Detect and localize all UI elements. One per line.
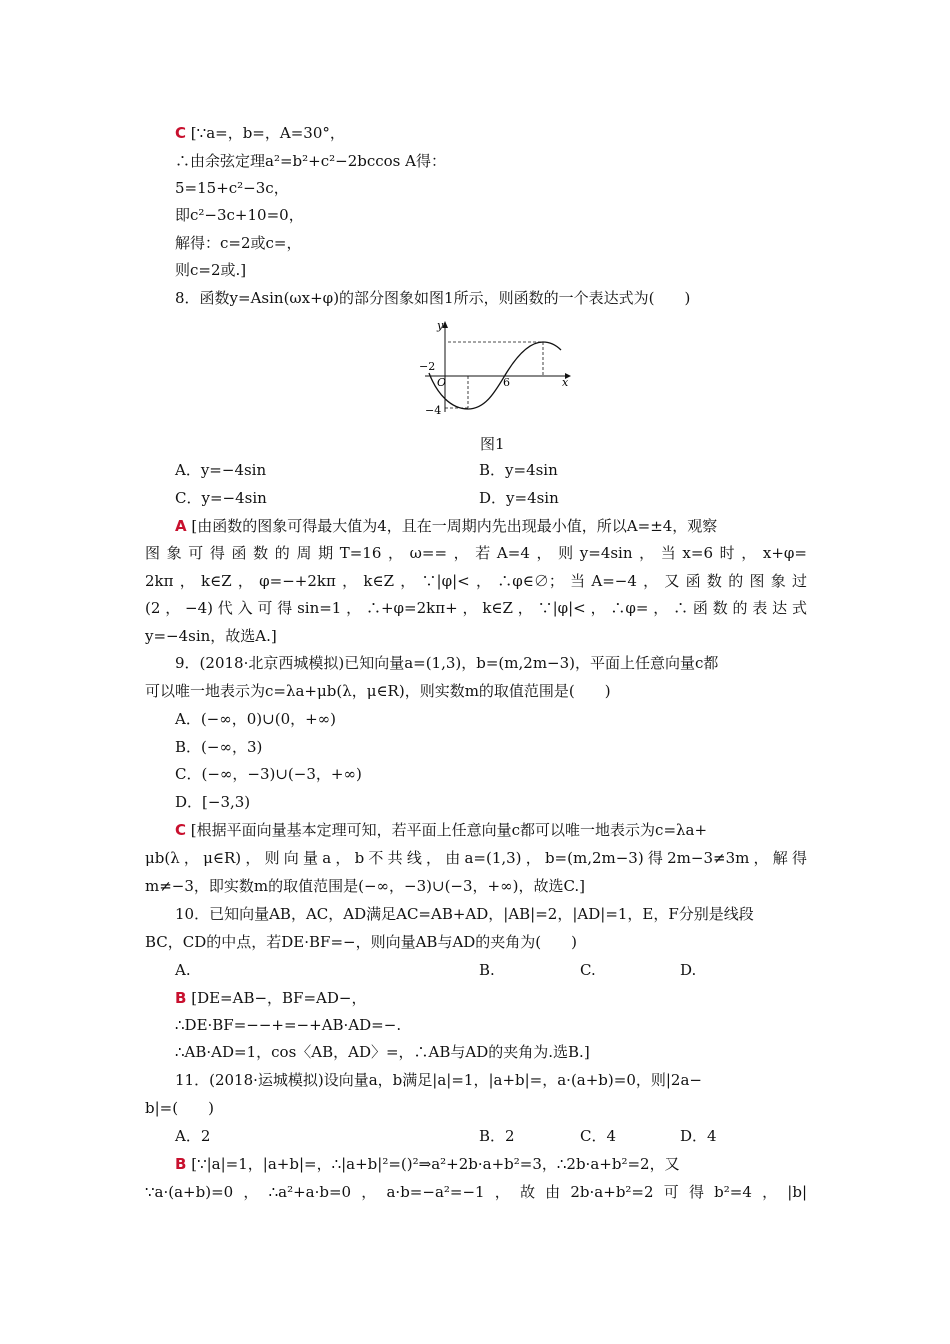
six-label: 6	[503, 376, 510, 389]
q10-option-c: C.	[580, 961, 596, 979]
q8-figure-graph	[415, 316, 575, 416]
q10-explanation-line-2: ∴DE·BF=−−+=−+AB·AD=−.	[175, 1016, 402, 1034]
y-axis-label: y	[437, 319, 444, 332]
q7-answer-line-2: ∴由余弦定理a²=b²+c²−2bccos A得：	[175, 152, 446, 170]
q11-stem-line-1: 11．(2018·运城模拟)设向量a，b满足|a|=1，|a+b|=，a·(a+b)=0，则|2a−	[175, 1071, 702, 1089]
q11-option-a: A．2	[175, 1127, 211, 1145]
neg2-label: −2	[419, 360, 436, 373]
q10-stem-line-1: 10．已知向量AB，AC，AD满足AC=AB+AD，|AB|=2，|AD|=1，E，F分别是线段	[175, 905, 754, 923]
q8-option-c: C．y=−4sin	[175, 489, 267, 507]
q10-explanation-line-3: ∴AB·AD=1，cos〈AB，AD〉=，∴AB与AD的夹角为.选B.]	[175, 1043, 590, 1061]
q10-stem-line-2: BC，CD的中点，若DE·BF=−，则向量AB与AD的夹角为( )	[145, 933, 578, 951]
q9-option-d: D．[−3,3)	[175, 793, 251, 811]
q8-explanation-line-4: (2，−4)代入可得sin=1，∴+φ=2kπ+，k∈Z，∵|φ|<，∴φ=，∴函数的表达式	[145, 599, 807, 617]
q8-explanation-line-1: A [由函数的图象可得最大值为4，且在一周期内先出现最小值，所以A=±4，观察	[175, 517, 718, 535]
q7-answer-letter: C	[175, 124, 187, 142]
q11-option-b: B．2	[479, 1127, 515, 1145]
origin-label: O	[437, 376, 447, 389]
q8-answer-letter: A	[175, 517, 187, 535]
q9-explanation-line-2: μb(λ，μ∈R)，则向量a，b不共线，由a=(1,3)，b=(m,2m−3)得2m−3≠3m，解得	[145, 849, 807, 867]
q10-explanation-line-1: B [DE=AB−，BF=AD−，	[175, 989, 367, 1007]
q8-option-a: A．y=−4sin	[175, 461, 267, 479]
neg4-label: −4	[425, 404, 442, 416]
q9-option-c: C．(−∞，−3)∪(−3，+∞)	[175, 765, 362, 783]
q9-option-a: A．(−∞，0)∪(0，+∞)	[175, 710, 337, 728]
q8-figure-caption: 图1	[480, 435, 505, 453]
q10-option-b: B.	[479, 961, 495, 979]
q10-option-a: A.	[175, 961, 191, 979]
q11-option-c: C．4	[580, 1127, 617, 1145]
q11-option-d: D．4	[680, 1127, 717, 1145]
q7-answer-line-5: 解得：c=2或c=，	[175, 234, 302, 252]
q7-answer-line-6: 则c=2或.]	[175, 261, 247, 279]
q7-answer-line-4: 即c²−3c+10=0，	[175, 206, 304, 224]
q10-answer-letter: B	[175, 989, 187, 1007]
q11-explanation-line-1: B [∵|a|=1，|a+b|=，∴|a+b|²=()²⇒a²+2b·a+b²=3，∴2b·a+b²=2，又	[175, 1155, 680, 1173]
q11-stem-line-2: b|=( )	[145, 1099, 214, 1117]
q8-option-d: D．y=4sin	[479, 489, 559, 507]
q11-answer-letter: B	[175, 1155, 187, 1173]
q8-explanation-line-5: y=−4sin，故选A.]	[145, 627, 277, 645]
q9-answer-letter: C	[175, 821, 187, 839]
q8-option-b: B．y=4sin	[479, 461, 558, 479]
q7-answer-line-1: C [∵a=，b=，A=30°，	[175, 124, 345, 142]
q9-stem-line-2: 可以唯一地表示为c=λa+μb(λ，μ∈R)，则实数m的取值范围是( )	[145, 682, 611, 700]
q10-option-d: D.	[680, 961, 697, 979]
q8-stem: 8．函数y=Asin(ωx+φ)的部分图象如图1所示，则函数的一个表达式为( )	[175, 289, 691, 307]
q8-explanation-line-2: 图象可得函数的周期T=16，ω==，若A=4，则y=4sin，当x=6时，x+φ=	[145, 544, 807, 562]
q9-stem-line-1: 9．(2018·北京西城模拟)已知向量a=(1,3)，b=(m,2m−3)，平面上任意向量c都	[175, 654, 719, 672]
q9-explanation-line-3: m≠−3，即实数m的取值范围是(−∞，−3)∪(−3，+∞)，故选C.]	[145, 877, 586, 895]
q8-explanation-line-3: 2kπ，k∈Z，φ=−+2kπ，k∈Z，∵|φ|<，∴φ∈∅；当A=−4，又函数的图象过	[145, 572, 807, 590]
q9-option-b: B．(−∞，3)	[175, 738, 263, 756]
q11-explanation-line-2: ∵a·(a+b)=0，∴a²+a·b=0，a·b=−a²=−1，故由2b·a+b²=2可得b²=4，|b|	[145, 1183, 807, 1201]
q9-explanation-line-1: C [根据平面向量基本定理可知，若平面上任意向量c都可以唯一地表示为c=λa+	[175, 821, 708, 839]
q7-answer-line-3: 5=15+c²−3c，	[175, 179, 289, 197]
x-axis-label: x	[562, 376, 569, 389]
